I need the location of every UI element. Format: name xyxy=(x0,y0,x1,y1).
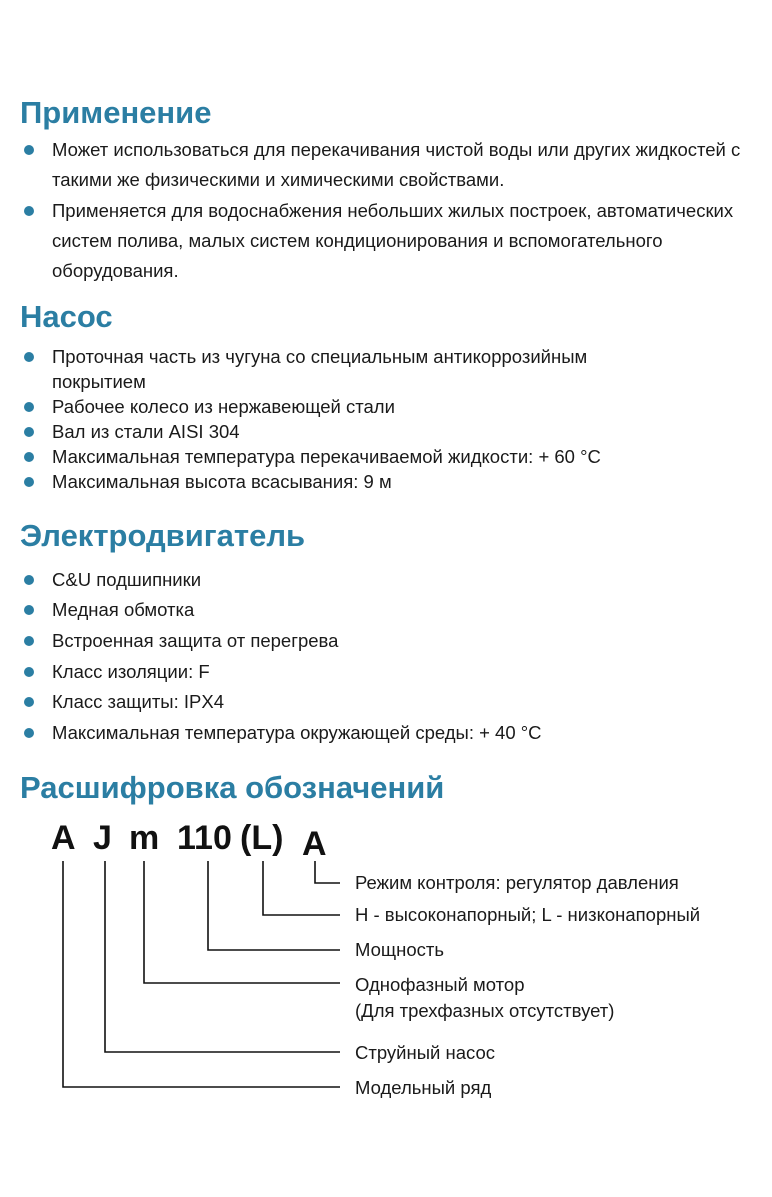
list-item-text: Проточная часть из чугуна со специальным антикоррозийным покрытием xyxy=(52,346,588,392)
list-item-text: Применяется для водоснабжения небольших жилых построек, автоматических систем полива, малых систем кондиционирования и вспомогательного оборудования. xyxy=(52,200,734,281)
list-item-text: Рабочее колесо из нержавеющей стали xyxy=(52,396,395,417)
connector-jet-pump xyxy=(105,861,340,1052)
legend-series: Модельный ряд xyxy=(355,1077,492,1098)
code-part-power: 110 xyxy=(177,819,232,857)
code-part-head-type: (L) xyxy=(240,819,284,857)
list-item-text: Максимальная температура окружающей среды: + 40 °C xyxy=(52,722,542,743)
connector-control-mode xyxy=(315,861,340,883)
connector-head-type xyxy=(263,861,340,915)
legend-power: Мощность xyxy=(355,939,444,960)
section-title-pump: Насос xyxy=(20,299,113,334)
list-item-text: Медная обмотка xyxy=(52,599,195,620)
legend-head-type: H - высоконапорный; L - низконапорный xyxy=(355,904,701,925)
list-item-text: Встроенная защита от перегрева xyxy=(52,630,339,651)
legend-single-phase-note: (Для трехфазных отсутствует) xyxy=(355,1000,615,1021)
legend-single-phase: Однофазный мотор xyxy=(355,974,525,995)
list-item-text: Класс изоляции: F xyxy=(52,661,210,682)
section-title-application: Применение xyxy=(20,95,212,130)
connector-power xyxy=(208,861,340,950)
list-item-text: C&U подшипники xyxy=(52,569,202,590)
code-part-single-phase: m xyxy=(129,819,160,857)
section-title-motor: Электродвигатель xyxy=(20,518,306,553)
list-item-text: Класс защиты: IPX4 xyxy=(52,691,224,712)
code-part-series: A xyxy=(51,819,76,857)
code-part-control-mode: A xyxy=(302,825,327,863)
code-part-jet-pump: J xyxy=(93,819,112,857)
list-item-text: Может использоваться для перекачивания чистой воды или других жидкостей с такими же физическими и химическими свойствами. xyxy=(52,139,741,190)
legend-control-mode: Режим контроля: регулятор давления xyxy=(355,872,679,893)
list-item-text: Максимальная температура перекачиваемой жидкости: + 60 °C xyxy=(52,446,601,467)
section-title-decoding: Расшифровка обозначений xyxy=(20,770,445,805)
connector-single-phase xyxy=(144,861,340,983)
list-item-text: Максимальная высота всасывания: 9 м xyxy=(52,471,392,492)
list-item-text: Вал из стали AISI 304 xyxy=(52,421,240,442)
legend-jet-pump: Струйный насос xyxy=(355,1042,495,1063)
